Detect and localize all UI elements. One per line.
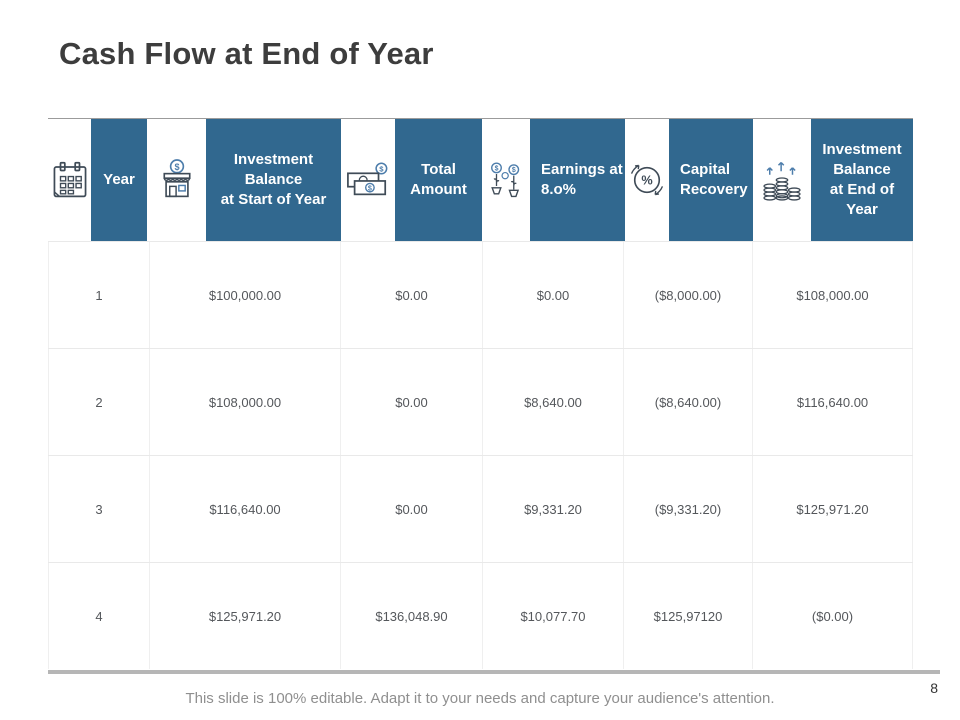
- table-cell: $108,000.00: [753, 242, 913, 348]
- column-header-line: at End of: [829, 181, 895, 198]
- column-header-line: Balance: [244, 171, 303, 188]
- svg-text:$: $: [511, 167, 516, 175]
- svg-text:$: $: [367, 184, 372, 193]
- table-cell: $125,971.20: [753, 456, 913, 562]
- table-row: [48, 242, 913, 349]
- column-header-line: Capital: [680, 161, 731, 178]
- table-row: [48, 563, 913, 669]
- footer-note: This slide is 100% editable. Adapt it to your needs and capture your audience's attention.: [185, 690, 775, 707]
- money-growth-icon: [482, 119, 530, 241]
- svg-text:$: $: [379, 164, 384, 174]
- column-header-line: Total: [421, 161, 456, 178]
- table-cell: $116,640.00: [150, 456, 341, 562]
- table-cell: $0.00: [341, 349, 483, 455]
- table-row: [48, 456, 913, 563]
- column-header-line: Balance: [833, 161, 891, 178]
- column-header-line: Investment: [233, 151, 314, 168]
- svg-text:$: $: [173, 162, 180, 172]
- table-bottom-rule: [48, 670, 940, 674]
- table-cell: $0.00: [341, 242, 483, 348]
- column-header-line: Amount: [410, 181, 467, 198]
- table-cell: ($9,331.20): [624, 456, 753, 562]
- calendar-icon: [48, 119, 91, 241]
- table-cell: 1: [48, 242, 150, 348]
- cash-flow-table: [48, 118, 913, 669]
- table-cell: $108,000.00: [150, 349, 341, 455]
- column-header-line: Year: [103, 171, 135, 188]
- table-cell: $9,331.20: [483, 456, 624, 562]
- table-cell: $0.00: [483, 242, 624, 348]
- table-cell: $10,077.70: [483, 563, 624, 669]
- page-title: Cash Flow at End of Year: [59, 36, 434, 71]
- column-header-3: [530, 119, 625, 241]
- store-dollar-icon: [147, 119, 206, 241]
- column-header-line: Recovery: [680, 181, 748, 198]
- table-cell: ($0.00): [753, 563, 913, 669]
- percent-circle-icon: [625, 119, 669, 241]
- column-header-5: [811, 119, 913, 241]
- table-cell: $8,640.00: [483, 349, 624, 455]
- coins-growth-icon: [753, 119, 811, 241]
- table-row: [48, 349, 913, 456]
- table-cell: 3: [48, 456, 150, 562]
- column-header-0: [91, 119, 147, 241]
- column-header-line: Investment: [822, 141, 902, 158]
- table-cell: $100,000.00: [150, 242, 341, 348]
- svg-text:$: $: [494, 165, 499, 173]
- table-cell: $136,048.90: [341, 563, 483, 669]
- table-cell: $125,97120: [624, 563, 753, 669]
- page-number: 8: [930, 680, 938, 696]
- table-cell: ($8,640.00): [624, 349, 753, 455]
- column-header-2: [395, 119, 482, 241]
- column-header-4: [669, 119, 753, 241]
- column-header-line: Year: [846, 201, 878, 218]
- svg-text:%: %: [641, 172, 653, 188]
- column-header-1: [206, 119, 341, 241]
- cash-icon: [341, 119, 395, 241]
- table-body: [48, 241, 913, 669]
- table-cell: $125,971.20: [150, 563, 341, 669]
- column-header-line: Earnings at: [541, 161, 623, 178]
- column-header-line: at Start of Year: [220, 191, 327, 208]
- column-header-line: 8.o%: [541, 181, 577, 198]
- table-cell: ($8,000.00): [624, 242, 753, 348]
- table-cell: $116,640.00: [753, 349, 913, 455]
- table-header-row: [48, 119, 913, 241]
- table-cell: $0.00: [341, 456, 483, 562]
- table-cell: 4: [48, 563, 150, 669]
- table-cell: 2: [48, 349, 150, 455]
